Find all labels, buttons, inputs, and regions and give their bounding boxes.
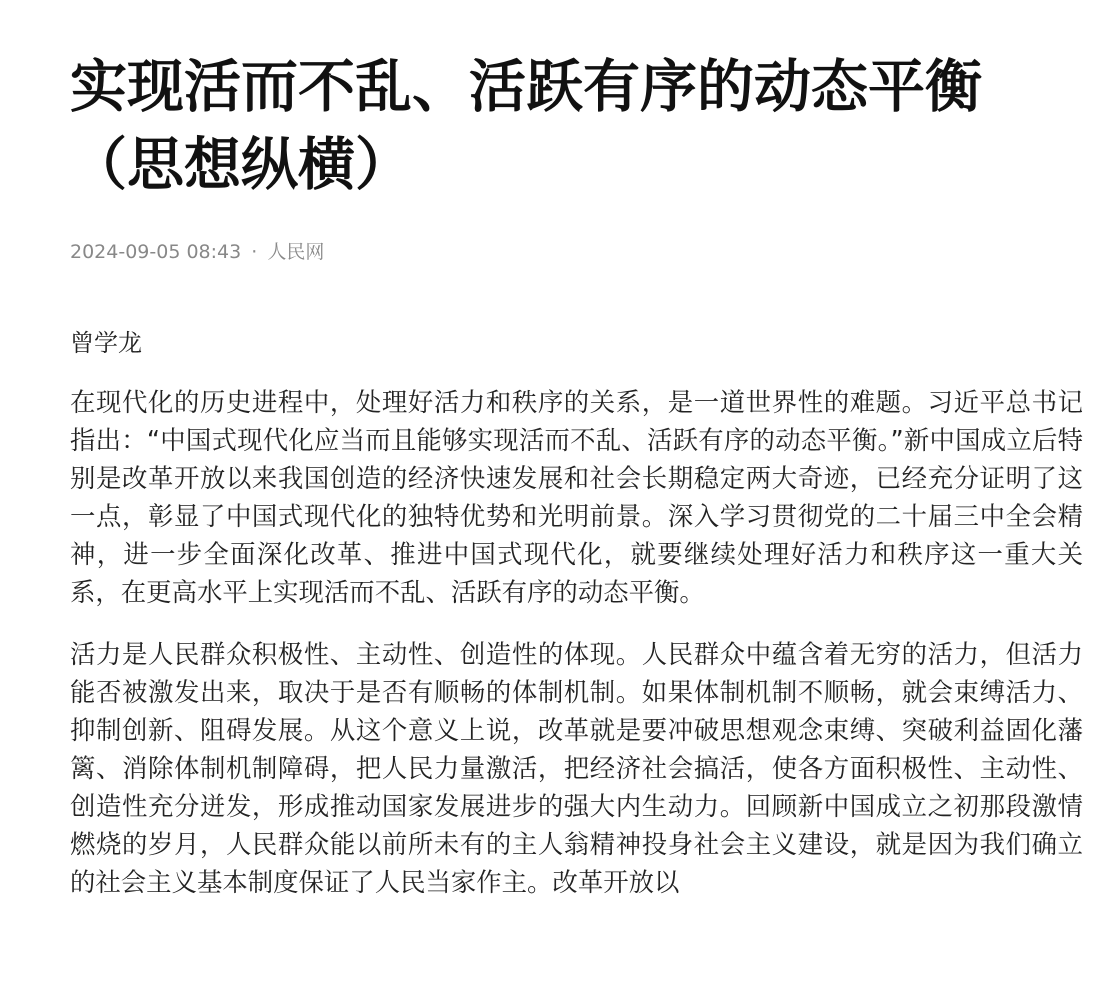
article-source: 人民网 — [267, 241, 325, 263]
article-paragraph: 活力是人民群众积极性、主动性、创造性的体现。人民群众中蕴含着无穷的活力，但活力能否被激发出来，取决于是否有顺畅的体制机制。如果体制机制不顺畅，就会束缚活力、抑制创新、阻碍发展。从这个意义上说，改革就是要冲破思想观念束缚、突破利益固化藩篱、消除体制机制障碍，把人民力量激活，把经济社会搞活，使各方面积极性、主动性、创造性充分迸发，形成推动国家发展进步的强大内生动力。回顾新中国成立之初那段激情燃烧的岁月，人民群众能以前所未有的主人翁精神投身社会主义建设，就是因为我们确立的社会主义基本制度保证了人民当家作主。改革开放以 — [70, 639, 1083, 897]
article-title: 实现活而不乱、活跃有序的动态平衡（思想纵横） — [70, 54, 982, 198]
article — [70, 0, 1083, 901]
article-author: 曾学龙 — [70, 329, 142, 357]
article-meta — [70, 238, 1083, 266]
article-paragraph: 在现代化的历史进程中，处理好活力和秩序的关系，是一道世界性的难题。习近平总书记指出：“中国式现代化应当而且能够实现活而不乱、活跃有序的动态平衡。”新中国成立后特别是改革开放以来我国创造的经济快速发展和社会长期稳定两大奇迹，已经充分证明了这一点，彰显了中国式现代化的独特优势和光明前景。深入学习贯彻党的二十届三中全会精神，进一步全面深化改革、推进中国式现代化，就要继续处理好活力和秩序这一重大关系，在更高水平上实现活而不乱、活跃有序的动态平衡。 — [70, 387, 1083, 607]
meta-separator: · — [251, 241, 258, 263]
article-body — [70, 383, 1083, 901]
publish-date: 2024-09-05 08:43 — [70, 241, 242, 263]
